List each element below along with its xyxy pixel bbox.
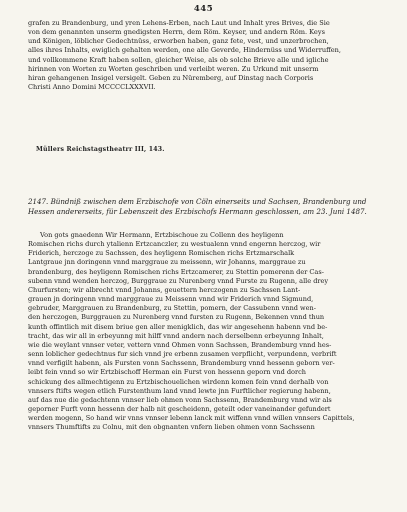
heading-line: 2147. Bündniß zwischen dem Erzbischofe von Cöln einerseits und Sachsen, Brandenburg und: [28, 197, 367, 206]
text-line: und Königen, löblicher Gedechtnüss, erworben haben, ganz fete, vest, und unzerbrochen,: [28, 37, 329, 46]
text-line: hiran gehangenen Insigel versigelt. Geben zu Nüremberg, auf Dinstag nach Corporis: [28, 73, 314, 82]
text-line: hirinnen von Worten zu Worten geschriben und verleibt weren. Zu Urkund mit unserm: [28, 64, 319, 73]
page-number: 445: [193, 4, 214, 14]
text-line: und vollkommene Kraft haben sollen, gleicher Weise, als ob solche Brieve alle und igliche: [28, 55, 329, 64]
text-line: auf das nue die gedachtenn vnnser lieb ohmen vonn Sachssenn, Brandemburg vnnd wir als: [28, 395, 332, 404]
text-line: von dem genannten unserm gnedigsten Herrn, dem Röm. Keyser, und andern Röm. Keys: [28, 28, 325, 37]
text-line: Christi Anno Domini MCCCCLXXXVII.: [28, 83, 156, 92]
text-line: Churfursten; wir albrecht vnnd Johanns, geuettern herczogenn zu Sachssen Lant-: [28, 285, 301, 294]
text-line: tracht, das wir all in erbeyunng mit hilff vnnd andern nach derselbenn erbeyunng Inhalt,: [28, 331, 324, 340]
text-line: Lantgraue jnn doringenn vnnd marggraue zu meissenn, wir Johanns, marggraue zu: [28, 258, 306, 267]
entry-heading: [28, 197, 380, 217]
text-line: alles ihres Inhalts, ewiglich gehalten werden, one alle Geverde, Hindernüss und Widerruffen,: [28, 46, 342, 55]
heading-line: Hessen andererseits, für Lebenszeit des Erzbischofs Hermann geschlossen, am 23. Juni 1487.: [28, 207, 367, 217]
text-line: Friderich, herczoge zu Sachssen, des heyligenn Romischen richs Ertzmarschalk: [28, 249, 295, 258]
text-line: brandenburg, des heyligenn Romischen richs Ertzcamerer, zu Stettin pomerenn der Cas-: [28, 267, 324, 276]
text-line: wie die weylant vnnser veter, vettern vnnd Ohmen vonn Sachssen, Brandemburg vnnd hes-: [28, 340, 332, 349]
text-line: geporner Furft vonn hessenn der halb nit gescheidenn, geteilt oder vaneinander gefundert: [28, 404, 331, 413]
text-line: gebruder, Marggrauen zu Brandenburg, zu Stettin, pomern, der Cassubenn vnnd wen-: [28, 304, 316, 313]
source-citation: Müllers Reichstagstheatrr III, 143.: [36, 146, 165, 153]
text-line: kunth offintlich mit disem briue gen aller menigklich, das wir angesehenn habenn vnd be-: [28, 322, 328, 331]
entry-body: [28, 231, 380, 432]
text-line: vnnd verfigilt habenn, als Fursten vonn Sachssenn, Brandemburg vnnd hessenn geborn ver-: [28, 359, 335, 368]
text-line: Von gots gnaedenn Wir Hermann, Ertzbischoue zu Collenn des heyligenn: [40, 231, 284, 239]
text-line: schickung des allmechtigenn zu Ertzbischouelichen wirdenn komen fein vnnd derhalb von: [28, 377, 329, 386]
text-line: den herczogen, Burggrauen zu Nurenberg vnnd fursten zu Rugenn, Bekennen vnnd thun: [28, 313, 325, 322]
text-line: werden mogenn, So hand wir vnns vnnser lebenn lanck mit wiffenn vnnd willen vnnsers Capittels,: [28, 414, 355, 423]
text-line: subenn vnnd wenden herczog, Burggraue zu Nurenberg vnnd Furste zu Rugenn, alle drey: [28, 276, 329, 285]
text-line: leibt fein vnnd so wir Ertzbischoff Herman ein Furst von hessenn geporn vnd dorch: [28, 368, 306, 377]
previous-entry-text: [28, 19, 380, 92]
text-line: grauen jn doringenn vnnd marggraue zu Meissenn vnnd wir Friderich vnnd Sigmund,: [28, 295, 314, 304]
text-line: senn loblicher gedechtnus fur sich vnnd jre erbenn zusamen verpflicht, verpundenn, verbrift: [28, 350, 337, 359]
text-line: vnnsers ftifts wegen etlich Furstenthum land vnnd lewte jnn Furftlicher regierung habenn,: [28, 386, 331, 395]
text-line: vnnsers Thumftifts zu Colnu, mit den obgnanten vnfern lieben ohmen vonn Sachssenn: [28, 423, 315, 432]
text-line: Romischen richs durch ytalienn Ertzcanczler, zu westualenn vnnd engernn herczog, wir: [28, 240, 321, 249]
text-line: grafen zu Brandenburg, und yren Lehens-Erben, nach Laut und Inhalt yres Brives, die Sie: [28, 19, 330, 27]
